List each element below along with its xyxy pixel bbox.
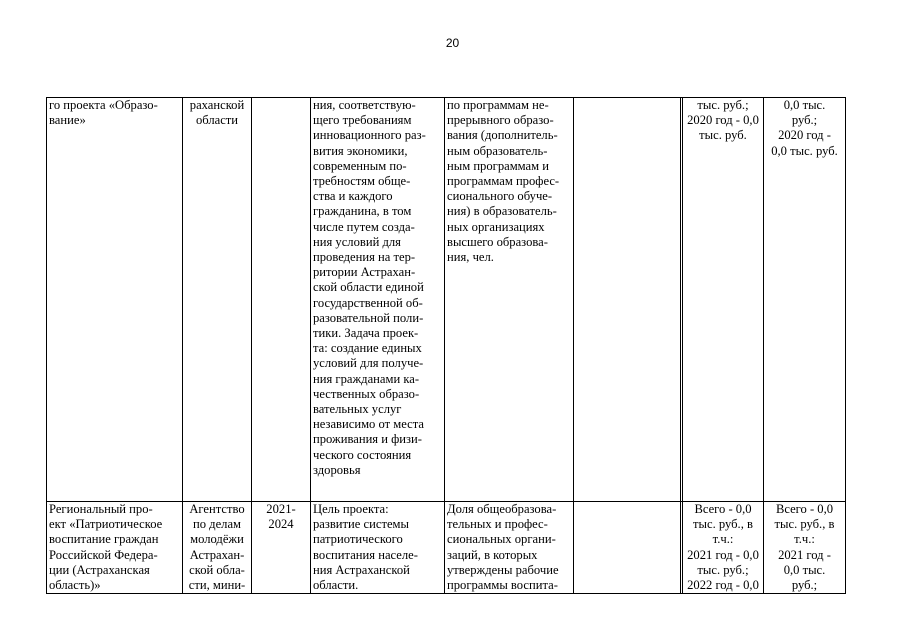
goal-cell: Цель проекта: развитие системы патриотического воспитания населе- ния Астраханской области. (311, 502, 445, 594)
funding-cell: Всего - 0,0 тыс. руб., в т.ч.: 2021 год - 0,0 тыс. руб.; 2022 год - 0,0 (683, 502, 764, 594)
period-cell: 2021- 2024 (252, 502, 311, 594)
program-table (46, 97, 846, 594)
executor-cell: раханской области (183, 98, 252, 502)
table-row (47, 98, 846, 502)
period-cell (252, 98, 311, 502)
empty-cell (574, 502, 681, 594)
indicator-cell: по программам не- прерывного образо- вания (дополнитель- ным образователь- ным программам и программам профес- сионального обуче- ния) в образователь- ных организациях высшего образова- ния, чел. (445, 98, 574, 502)
funding-cell: Всего - 0,0 тыс. руб., в т.ч.: 2021 год - 0,0 тыс. руб.; (764, 502, 846, 594)
empty-cell (574, 98, 681, 502)
page-number: 20 (445, 36, 460, 50)
funding-cell: 0,0 тыс. руб.; 2020 год - 0,0 тыс. руб. (764, 98, 846, 502)
indicator-cell: Доля общеобразова- тельных и профес- сиональных органи- заций, в которых утверждены рабочие программы воспита- (445, 502, 574, 594)
project-name-cell: Региональный про- ект «Патриотическое воспитание граждан Российской Федера- ции (Астраханская область)» (47, 502, 183, 594)
executor-cell: Агентство по делам молодёжи Астрахан- ской обла- сти, мини- (183, 502, 252, 594)
project-name-cell: го проекта «Образо- вание» (47, 98, 183, 502)
table-row (47, 502, 846, 594)
funding-cell: тыс. руб.; 2020 год - 0,0 тыс. руб. (683, 98, 764, 502)
goal-cell: ния, соответствую- щего требованиям инновационного раз- вития экономики, современным по- требностям обще- ства и каждого гражданина, в том числе путем созда- ния условий для проведения на тер- ритории Астрахан- ской области единой государственной об- разовательной поли- тики. Задача проек- та: создание единых условий для получе- ния гражданами ка- чественных образо- вательных услуг независимо от места проживания и физи- ческого состояния здоровья (311, 98, 445, 502)
